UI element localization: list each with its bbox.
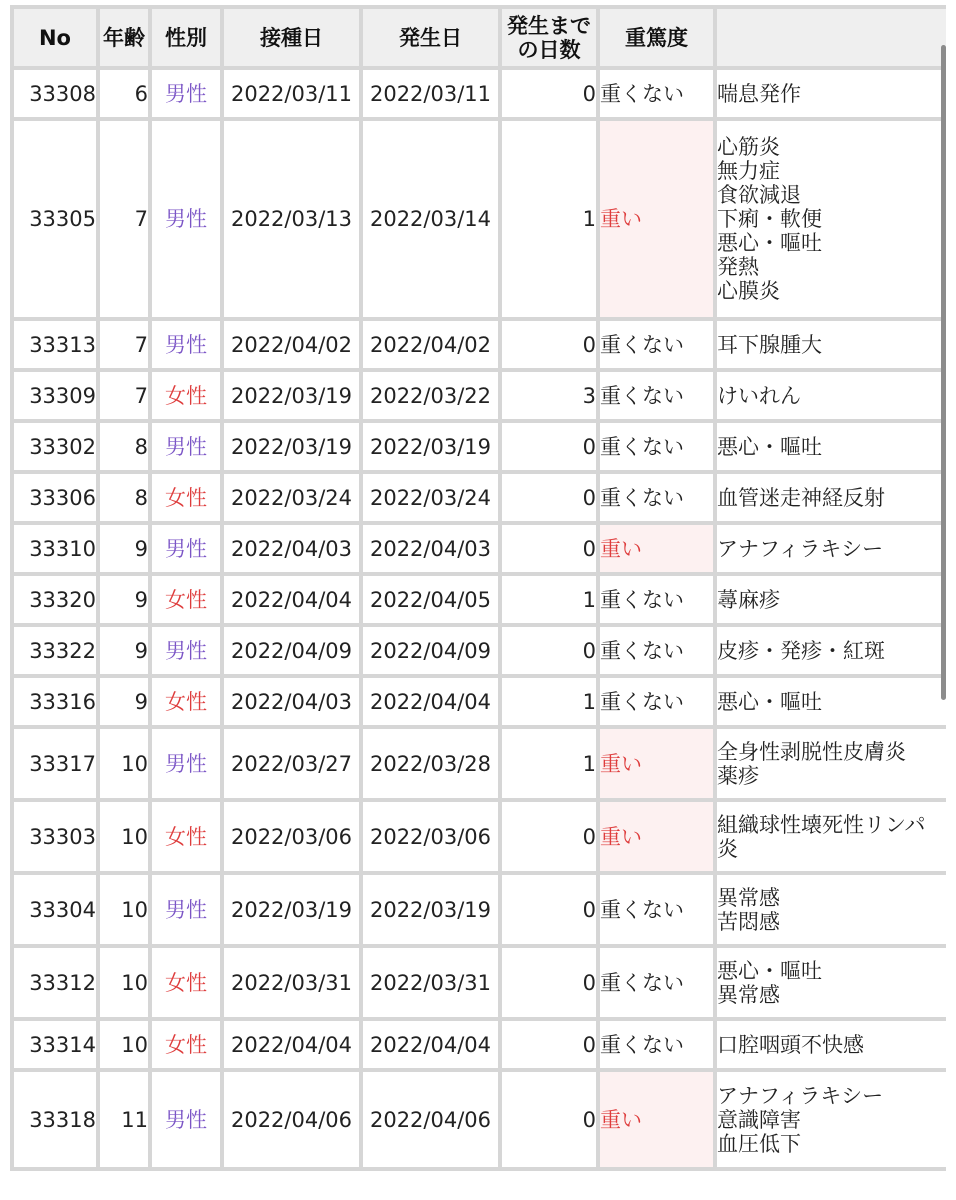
cell-symptoms [717,729,946,798]
cell-vaccination-date: 2022/04/04 [224,1021,359,1068]
cell-onset-date: 2022/04/05 [363,576,498,623]
cell-age: 9 [100,627,148,674]
cell-onset-date: 2022/04/09 [363,627,498,674]
cell-days-to-onset: 3 [502,372,596,419]
cell-vaccination-date: 2022/03/11 [224,70,359,117]
cell-severity: 重くない [600,678,713,725]
cell-symptoms [717,423,946,470]
cell-no: 33322 [14,627,96,674]
header-sex: 性別 [152,9,220,66]
cell-onset-date: 2022/03/11 [363,70,498,117]
cell-severity: 重い [600,121,713,317]
header-days-line1: 発生まで [507,13,591,38]
cell-severity: 重い [600,802,713,871]
header-days-to-onset [502,9,596,66]
cell-severity: 重い [600,525,713,572]
cell-vaccination-date: 2022/03/19 [224,372,359,419]
cell-onset-date: 2022/04/04 [363,678,498,725]
cell-vaccination-date: 2022/04/09 [224,627,359,674]
symptom-item: 炎 [717,836,738,861]
cell-no: 33308 [14,70,96,117]
cell-symptoms [717,121,946,317]
table-row [14,948,946,1017]
cell-age: 10 [100,875,148,944]
cell-severity: 重い [600,1072,713,1167]
cell-days-to-onset: 0 [502,1021,596,1068]
header-no: No [14,9,96,66]
table-row [14,729,946,798]
table-row [14,121,946,317]
header-vaccination-date: 接種日 [224,9,359,66]
cell-days-to-onset: 1 [502,121,596,317]
cell-symptoms [717,372,946,419]
cell-age: 9 [100,525,148,572]
cell-days-to-onset: 0 [502,948,596,1017]
symptom-item: 心筋炎 [717,135,780,159]
cell-no: 33305 [14,121,96,317]
cell-days-to-onset: 1 [502,678,596,725]
cell-severity: 重くない [600,1021,713,1068]
cell-vaccination-date: 2022/04/03 [224,678,359,725]
cell-no: 33309 [14,372,96,419]
vertical-scrollbar[interactable] [941,45,946,700]
symptom-item: 皮疹・発疹・紅斑 [717,638,885,663]
cell-vaccination-date: 2022/04/06 [224,1072,359,1167]
cell-days-to-onset: 0 [502,525,596,572]
table-row [14,525,946,572]
cell-sex: 女性 [152,474,220,521]
cell-symptoms [717,321,946,368]
cell-no: 33312 [14,948,96,1017]
cell-days-to-onset: 0 [502,627,596,674]
symptom-item: 口腔咽頭不快感 [717,1032,864,1057]
cell-vaccination-date: 2022/04/02 [224,321,359,368]
table-row [14,474,946,521]
table-row [14,372,946,419]
cell-sex: 男性 [152,321,220,368]
cell-severity: 重くない [600,70,713,117]
cell-sex: 男性 [152,70,220,117]
cell-age: 9 [100,678,148,725]
cell-symptoms [717,1072,946,1167]
cell-no: 33306 [14,474,96,521]
symptom-item: アナフィラキシー [717,536,884,561]
cell-days-to-onset: 0 [502,70,596,117]
cell-no: 33314 [14,1021,96,1068]
cell-age: 11 [100,1072,148,1167]
cell-vaccination-date: 2022/03/19 [224,423,359,470]
cell-sex: 男性 [152,423,220,470]
cell-no: 33304 [14,875,96,944]
symptom-item: 異常感 [717,885,780,910]
cell-vaccination-date: 2022/03/31 [224,948,359,1017]
cell-severity: 重くない [600,576,713,623]
cell-days-to-onset: 0 [502,875,596,944]
table-body [14,70,946,1167]
cell-vaccination-date: 2022/04/04 [224,576,359,623]
cell-onset-date: 2022/03/19 [363,423,498,470]
cell-no: 33318 [14,1072,96,1167]
symptom-item: 血圧低下 [717,1131,801,1156]
cell-sex: 男性 [152,121,220,317]
cell-vaccination-date: 2022/03/24 [224,474,359,521]
cell-severity: 重くない [600,372,713,419]
symptom-item: 悪心・嘔吐 [717,434,822,459]
symptom-item: 喘息発作 [717,81,801,106]
cell-severity: 重くない [600,321,713,368]
cell-symptoms [717,678,946,725]
cell-sex: 女性 [152,1021,220,1068]
cell-no: 33313 [14,321,96,368]
cell-onset-date: 2022/03/31 [363,948,498,1017]
cell-sex: 女性 [152,948,220,1017]
cell-onset-date: 2022/04/04 [363,1021,498,1068]
cell-age: 9 [100,576,148,623]
table-row [14,802,946,871]
symptom-item: 下痢・軟便 [717,207,822,231]
cell-severity: 重くない [600,875,713,944]
symptom-item: 悪心・嘔吐 [717,689,822,714]
cell-onset-date: 2022/03/28 [363,729,498,798]
header-severity: 重篤度 [600,9,713,66]
table-row [14,1021,946,1068]
cell-age: 7 [100,121,148,317]
cell-sex: 男性 [152,525,220,572]
table-row [14,678,946,725]
cell-no: 33303 [14,802,96,871]
cell-sex: 女性 [152,678,220,725]
cell-age: 8 [100,474,148,521]
cell-no: 33310 [14,525,96,572]
cell-onset-date: 2022/04/06 [363,1072,498,1167]
symptom-item: アナフィラキシー [717,1083,884,1108]
cell-symptoms [717,1021,946,1068]
symptom-item: 悪心・嘔吐 [717,231,822,255]
cell-severity: 重くない [600,474,713,521]
cell-age: 6 [100,70,148,117]
cell-age: 10 [100,802,148,871]
cell-onset-date: 2022/04/03 [363,525,498,572]
cell-no: 33302 [14,423,96,470]
symptom-item: 蕁麻疹 [717,587,780,612]
symptom-item: 悪心・嘔吐 [717,958,822,983]
cell-symptoms [717,525,946,572]
header-age: 年齢 [100,9,148,66]
cell-severity: 重くない [600,423,713,470]
cell-no: 33320 [14,576,96,623]
symptom-item: 発熱 [717,255,759,279]
cell-sex: 男性 [152,729,220,798]
cell-days-to-onset: 0 [502,423,596,470]
table-row [14,423,946,470]
cell-days-to-onset: 0 [502,802,596,871]
cell-age: 10 [100,729,148,798]
cell-symptoms [717,70,946,117]
cell-symptoms [717,576,946,623]
symptom-item: 血管迷走神経反射 [717,485,885,510]
cell-severity: 重い [600,729,713,798]
cell-onset-date: 2022/03/19 [363,875,498,944]
cell-symptoms [717,627,946,674]
cell-age: 10 [100,1021,148,1068]
symptom-item: 薬疹 [717,763,759,788]
adverse-event-table [10,5,946,1171]
cell-vaccination-date: 2022/03/13 [224,121,359,317]
table-row [14,321,946,368]
cell-onset-date: 2022/03/22 [363,372,498,419]
cell-no: 33317 [14,729,96,798]
symptom-item: 苦悶感 [717,909,780,934]
cell-age: 8 [100,423,148,470]
cell-vaccination-date: 2022/03/27 [224,729,359,798]
cell-severity: 重くない [600,627,713,674]
cell-sex: 女性 [152,576,220,623]
symptom-item: 無力症 [717,159,780,183]
cell-sex: 女性 [152,372,220,419]
symptom-item: 異常感 [717,982,780,1007]
cell-age: 7 [100,372,148,419]
cell-days-to-onset: 0 [502,1072,596,1167]
cell-vaccination-date: 2022/03/19 [224,875,359,944]
symptom-item: 全身性剥脱性皮膚炎 [717,739,906,764]
cell-onset-date: 2022/04/02 [363,321,498,368]
header-days-line2: の日数 [517,37,581,62]
cell-onset-date: 2022/03/24 [363,474,498,521]
cell-days-to-onset: 1 [502,576,596,623]
cell-vaccination-date: 2022/03/06 [224,802,359,871]
cell-severity: 重くない [600,948,713,1017]
header-onset-date: 発生日 [363,9,498,66]
table-header-row [14,9,946,66]
cell-sex: 男性 [152,627,220,674]
cell-symptoms [717,474,946,521]
cell-vaccination-date: 2022/04/03 [224,525,359,572]
table-row [14,627,946,674]
cell-onset-date: 2022/03/06 [363,802,498,871]
cell-days-to-onset: 0 [502,474,596,521]
cell-sex: 女性 [152,802,220,871]
table-row [14,70,946,117]
cell-onset-date: 2022/03/14 [363,121,498,317]
symptom-item: けいれん [717,383,801,408]
cell-no: 33316 [14,678,96,725]
table-row [14,576,946,623]
symptom-item: 食欲減退 [717,183,801,207]
cell-symptoms [717,802,946,871]
cell-sex: 男性 [152,875,220,944]
header-symptoms [717,9,946,66]
cell-age: 10 [100,948,148,1017]
cell-symptoms [717,948,946,1017]
symptom-item: 組織球性壊死性リンパ [717,812,926,837]
cell-sex: 男性 [152,1072,220,1167]
cell-days-to-onset: 0 [502,321,596,368]
symptom-item: 心膜炎 [717,279,780,303]
cell-days-to-onset: 1 [502,729,596,798]
table-row [14,875,946,944]
table-row [14,1072,946,1167]
cell-symptoms [717,875,946,944]
symptom-item: 耳下腺腫大 [717,332,822,357]
cell-age: 7 [100,321,148,368]
symptom-item: 意識障害 [717,1107,801,1132]
